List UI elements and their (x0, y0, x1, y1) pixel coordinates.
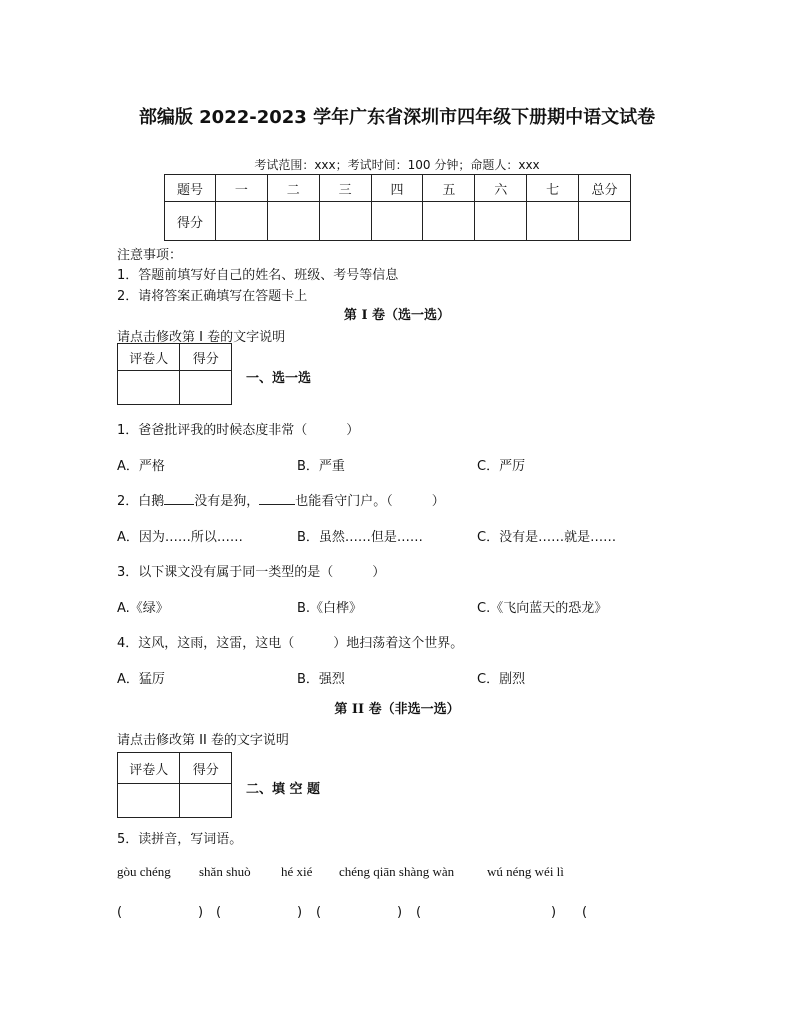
score-table-col: 四 (371, 175, 423, 202)
blank-line (164, 492, 194, 505)
page-title: 部编版 2022-2023 学年广东省深圳市四年级下册期中语文试卷 (138, 107, 656, 128)
option-c: C．严厉 (477, 459, 526, 474)
option-a: A．因为……所以…… (117, 530, 243, 545)
score-table-col: 六 (475, 175, 527, 202)
score-table-col: 一 (215, 175, 267, 202)
question-stem: 5．读拼音，写词语。 (117, 832, 243, 847)
grader-box (117, 343, 232, 405)
pinyin-item: chéng qiān shàng wàn (339, 864, 455, 879)
option-b: B．严重 (297, 459, 345, 474)
option-b: B.《白桦》 (297, 601, 363, 616)
score-label: 得分 (180, 344, 232, 371)
score-table (164, 174, 631, 241)
grader-label: 评卷人 (118, 753, 180, 784)
option-c: C.《飞向蓝天的恐龙》 (477, 601, 608, 616)
score-cell (267, 202, 319, 241)
score-cell (423, 202, 475, 241)
score-cell (215, 202, 267, 241)
score-cell (319, 202, 371, 241)
score-label: 得分 (180, 753, 232, 784)
part1-title: 第 I 卷（选一选） (343, 308, 451, 323)
option-c: C．没有是……就是…… (477, 530, 617, 545)
grader-label: 评卷人 (118, 344, 180, 371)
grader-cell (118, 784, 180, 818)
question-stem: 1．爸爸批评我的时候态度非常（ ） (117, 423, 360, 438)
question-stem-part: 也能看守门户。（ ） (295, 494, 445, 509)
score-table-col: 总分 (579, 175, 631, 202)
notes-item: 2．请将答案正确填写在答题卡上 (117, 289, 308, 304)
score-table-row-label: 得分 (165, 202, 216, 241)
bracket: ( (216, 905, 222, 920)
bracket: ) (551, 905, 557, 920)
score-cell (475, 202, 527, 241)
score-cell (527, 202, 579, 241)
bracket: ) (397, 905, 403, 920)
grader-box (117, 752, 232, 818)
bracket: ( (316, 905, 322, 920)
score-table-col: 三 (319, 175, 371, 202)
score-cell (579, 202, 631, 241)
question-stem: 4．这风，这雨，这雷，这电（ ）地扫荡着这个世界。 (117, 636, 464, 651)
option-a: A．猛厉 (117, 672, 165, 687)
pinyin-item: hé xié (281, 864, 313, 879)
score-cell (180, 784, 232, 818)
score-cell (371, 202, 423, 241)
notes-heading: 注意事项： (117, 248, 183, 263)
pinyin-item: wú néng wéi lì (487, 864, 564, 879)
option-a: A.《绿》 (117, 601, 169, 616)
blank-line (259, 492, 295, 505)
pinyin-item: shǎn shuò (199, 864, 251, 879)
score-table-col: 二 (267, 175, 319, 202)
exam-meta: 考试范围：xxx；考试时间：100 分钟；命题人：xxx (254, 158, 540, 172)
section-label: 一、选一选 (246, 371, 312, 386)
part2-instruction: 请点击修改第 II 卷的文字说明 (117, 733, 289, 748)
option-b: B．虽然……但是…… (297, 530, 423, 545)
bracket: ( (416, 905, 422, 920)
bracket: ( (117, 905, 123, 920)
bracket: ( (582, 905, 588, 920)
question-stem: 3．以下课文没有属于同一类型的是（ ） (117, 565, 386, 580)
part2-title: 第 II 卷（非选一选） (334, 702, 460, 717)
question-stem-part: 没有是狗， (194, 494, 260, 509)
pinyin-item: gòu chéng (117, 864, 171, 879)
score-table-col: 七 (527, 175, 579, 202)
option-c: C．剧烈 (477, 672, 526, 687)
option-a: A．严格 (117, 459, 165, 474)
option-b: B．强烈 (297, 672, 345, 687)
bracket: ) (297, 905, 303, 920)
score-table-header-label: 题号 (165, 175, 216, 202)
score-cell (180, 371, 232, 405)
bracket: ) (198, 905, 204, 920)
part1-instruction: 请点击修改第 I 卷的文字说明 (117, 330, 286, 345)
score-table-col: 五 (423, 175, 475, 202)
question-stem-part: 2．白鹅 (117, 494, 165, 509)
question-stem (117, 490, 445, 509)
notes-item: 1．答题前填写好自己的姓名、班级、考号等信息 (117, 268, 399, 283)
section-label: 二、填 空 题 (246, 782, 321, 797)
grader-cell (118, 371, 180, 405)
